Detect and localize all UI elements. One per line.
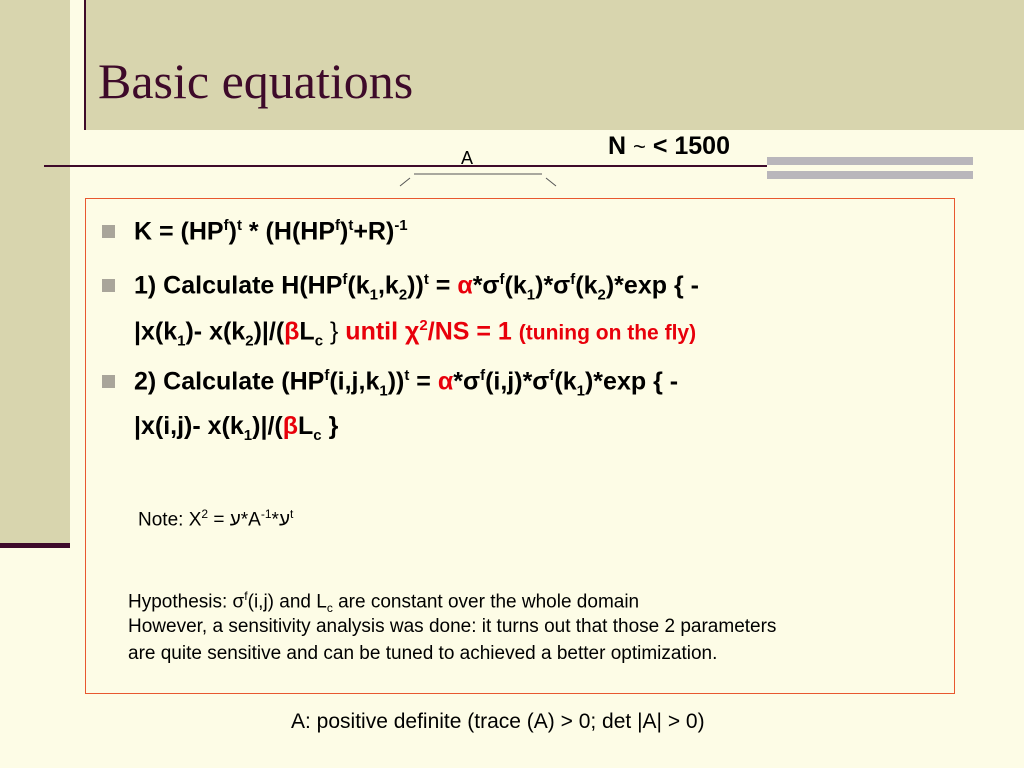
step2-line1: 2) Calculate $(HP^f(i,j,k_1))^t = \alpha*\sigma^f(i,j)*\sigma^f(k_1)*\exp$ { - xyxy=(134,367,679,400)
hypothesis-line3: are quite sensitive and can be tuned to achieved a better optimization. xyxy=(128,643,718,664)
brace-annotation xyxy=(398,168,558,190)
left-decor-line xyxy=(0,543,70,548)
positive-definite-note: A: positive definite (trace (A) > 0; det |A| > 0) xyxy=(291,710,705,733)
step1-line1: 1) Calculate $H(HP^f(k_1,k_2))^t = \alpha*\sigma^f(k_1)*\sigma^f(k_2)*\exp$ { - xyxy=(134,271,699,304)
horizontal-rule-accent-top xyxy=(767,157,973,165)
a-annotation-label: A xyxy=(461,148,474,168)
left-decor-bar xyxy=(0,0,70,543)
bullet-marker xyxy=(102,225,115,238)
horizontal-rule-accent-bottom xyxy=(767,171,973,179)
k-equation: $K = (HP^f)^t * (H(HP^f)^t+R)^{-1}$ xyxy=(134,217,408,246)
hypothesis-line2: However, a sensitivity analysis was done: it turns out that those 2 parameters xyxy=(128,616,777,637)
horizontal-rule xyxy=(44,165,767,167)
page-title: Basic equations xyxy=(98,53,414,109)
bullet-marker xyxy=(102,279,115,292)
hypothesis-line1: Hypothesis: $\sigma^f(i,j)$ and $L_c$ are constant over the whole domain xyxy=(128,589,640,616)
title-divider xyxy=(84,0,86,130)
n-constraint-label: N ~ < 1500 xyxy=(608,132,730,160)
step1-line2: $|x(k_1)-$ $x(k_2)|/(\beta L_c$ } until $\chi^2/NS = 1$ (tuning on the fly) xyxy=(134,317,697,350)
step2-line2: |x(i,j)- $x(k_1)|/(\beta L_c$ } xyxy=(134,412,339,444)
bullet-marker xyxy=(102,375,115,388)
note-chi-squared: Note: $X^2$ = $ע*A^{-1}*ע^t$ xyxy=(138,507,294,531)
